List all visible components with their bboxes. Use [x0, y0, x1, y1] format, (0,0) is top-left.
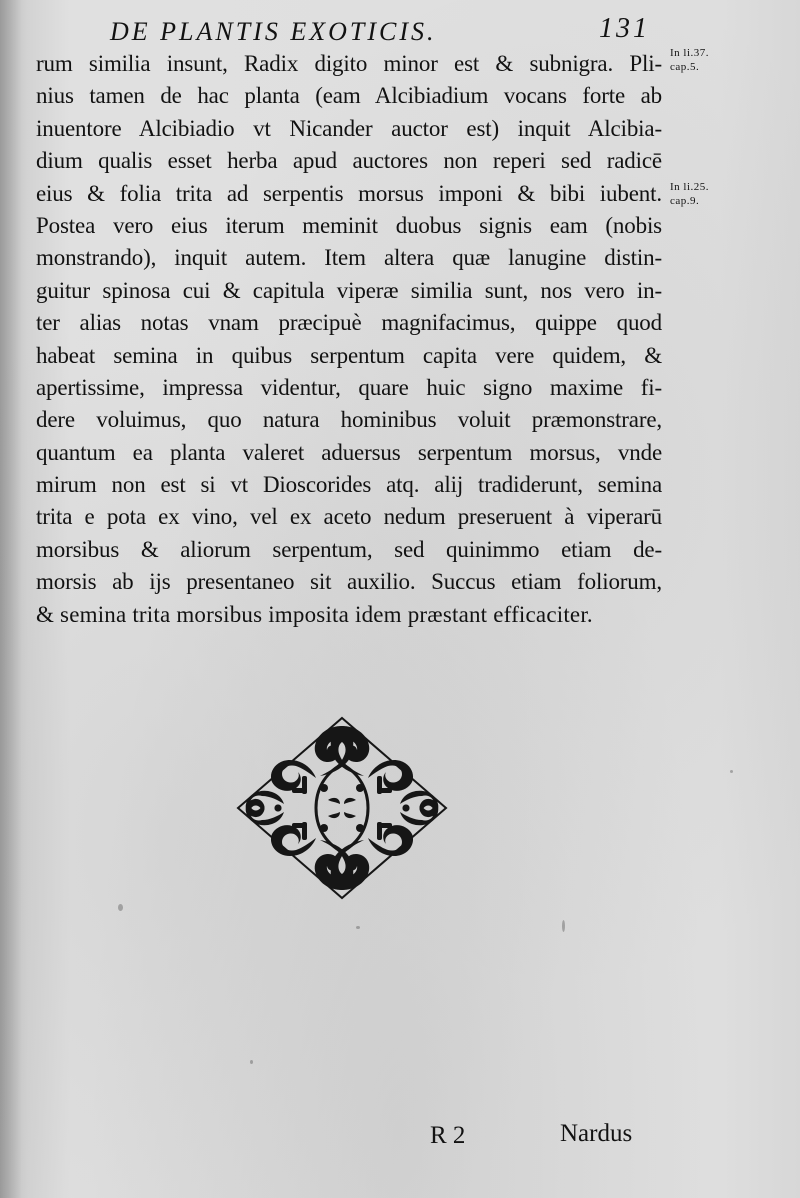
- text-line: trita e pota ex vino, vel ex aceto nedum preseruent à viperarū: [36, 504, 662, 530]
- text-line: & semina trita morsibus imposita idem præstant efficaciter.: [36, 601, 593, 627]
- paper-speck: [562, 920, 565, 932]
- text-line: morsibus & aliorum serpentum, sed quinimmo etiam de-: [36, 536, 662, 562]
- text-line: dium qualis esset herba apud auctores non reperi sed radicē: [36, 148, 662, 174]
- text-line: morsis ab ijs presentaneo sit auxilio. Succus etiam foliorum,: [36, 569, 662, 595]
- text-line: quantum ea planta valeret aduersus serpentum morsus, vnde: [36, 439, 662, 465]
- page-header: [110, 10, 650, 48]
- margin-note-line: In li.37.: [670, 47, 710, 59]
- text-line: apertissime, impressa videntur, quare huic signo maxime fi-: [36, 374, 662, 400]
- text-line: monstrando), inquit autem. Item altera quæ lanugine distin-: [36, 245, 662, 271]
- margin-note-line: cap.9.: [670, 195, 700, 207]
- text-line: ter alias notas vnam præcipuè magnifacimus, quippe quod: [36, 310, 662, 336]
- paper-speck: [118, 904, 123, 911]
- paper-speck: [730, 770, 733, 773]
- body-text: [36, 48, 662, 631]
- signature-mark: R 2: [430, 1122, 466, 1149]
- printers-ornament-icon: [232, 712, 452, 904]
- text-line: mirum non est si vt Dioscorides atq. alij tradiderunt, semina: [36, 472, 662, 498]
- margin-note-line: cap.5.: [670, 61, 700, 73]
- margin-note: [670, 46, 750, 74]
- text-line: inuentore Alcibiadio vt Nicander auctor est) inquit Alcibia-: [36, 115, 662, 141]
- paper-speck: [250, 1060, 253, 1064]
- catchword: Nardus: [560, 1120, 633, 1147]
- gutter-shadow: [0, 0, 22, 1198]
- text-line: dere voluimus, quo natura hominibus voluit præmonstrare,: [36, 407, 662, 433]
- margin-note: [670, 180, 750, 208]
- paper-speck: [356, 926, 360, 929]
- page-number: 131: [599, 13, 650, 44]
- running-title: DE PLANTIS EXOTICIS.: [110, 17, 437, 46]
- text-line: guitur spinosa cui & capitula viperæ similia sunt, nos vero in-: [36, 277, 662, 303]
- text-line: nius tamen de hac planta (eam Alcibiadium vocans forte ab: [36, 83, 662, 109]
- text-line: habeat semina in quibus serpentum capita vere quidem, &: [36, 342, 662, 368]
- text-line: rum similia insunt, Radix digito minor est & subnigra. Pli-: [36, 51, 662, 76]
- text-line: eius & folia trita ad serpentis morsus imponi & bibi iubent.: [36, 180, 662, 206]
- margin-note-line: In li.25.: [670, 181, 710, 193]
- text-line: Postea vero eius iterum meminit duobus signis eam (nobis: [36, 212, 662, 238]
